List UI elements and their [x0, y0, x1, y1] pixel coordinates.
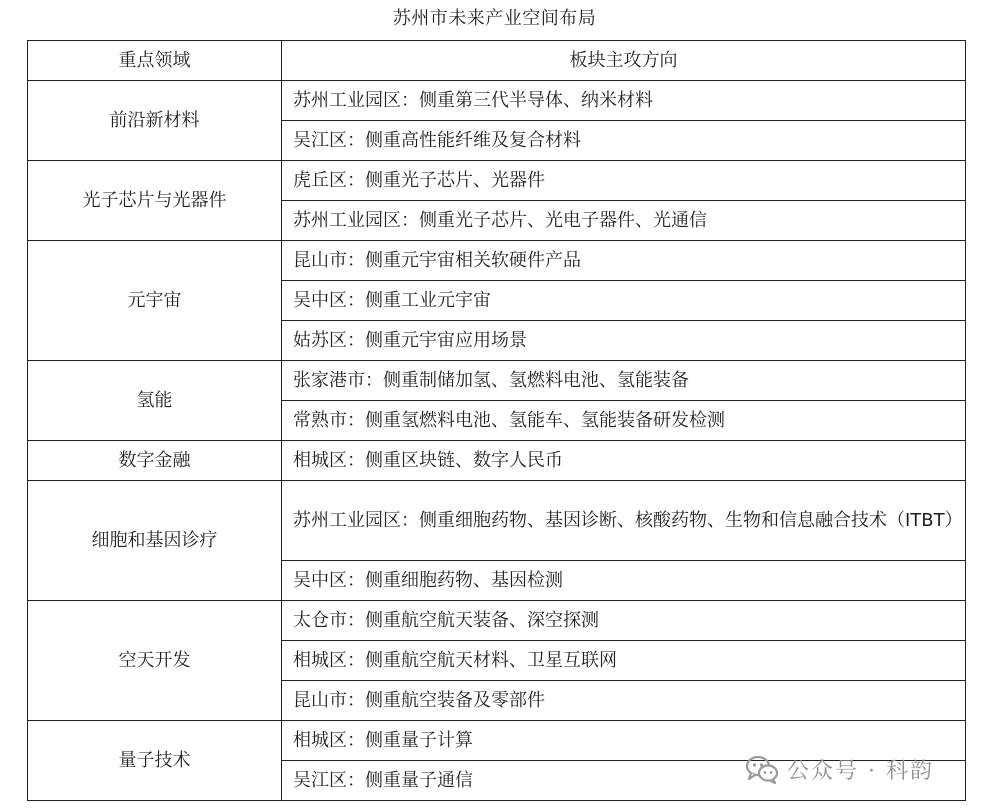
- watermark-text: 公众号 · 科韵: [787, 758, 934, 784]
- table-row: [28, 161, 966, 201]
- direction-cell: 张家港市：侧重制储加氢、氢燃料电池、氢能装备: [282, 361, 966, 401]
- table-row: [28, 81, 966, 121]
- domain-cell: 光子芯片与光器件: [28, 161, 282, 241]
- direction-cell: 吴中区：侧重细胞药物、基因检测: [282, 561, 966, 601]
- domain-cell: 细胞和基因诊疗: [28, 481, 282, 601]
- table-row: [28, 441, 966, 481]
- industry-layout-table: [27, 40, 966, 801]
- table-row: [28, 361, 966, 401]
- domain-cell: 量子技术: [28, 721, 282, 801]
- direction-cell: 相城区：侧重量子计算: [282, 721, 966, 761]
- domain-cell: 元宇宙: [28, 241, 282, 361]
- table-row: [28, 481, 966, 561]
- domain-cell: 前沿新材料: [28, 81, 282, 161]
- header-direction: 板块主攻方向: [282, 41, 966, 81]
- direction-cell: 昆山市：侧重元宇宙相关软硬件产品: [282, 241, 966, 281]
- domain-cell: 氢能: [28, 361, 282, 441]
- table-header-row: [28, 41, 966, 81]
- domain-cell: 数字金融: [28, 441, 282, 481]
- watermark: [745, 752, 934, 786]
- direction-cell: 昆山市：侧重航空装备及零部件: [282, 681, 966, 721]
- header-domain: 重点领域: [28, 41, 282, 81]
- direction-cell: 相城区：侧重航空航天材料、卫星互联网: [282, 641, 966, 681]
- table-row: [28, 241, 966, 281]
- direction-cell: 常熟市：侧重氢燃料电池、氢能车、氢能装备研发检测: [282, 401, 966, 441]
- direction-cell: 吴江区：侧重高性能纤维及复合材料: [282, 121, 966, 161]
- direction-cell: 吴江区：侧重量子通信: [282, 761, 966, 801]
- direction-cell: 太仓市：侧重航空航天装备、深空探测: [282, 601, 966, 641]
- table-row: [28, 601, 966, 641]
- direction-cell: 苏州工业园区：侧重第三代半导体、纳米材料: [282, 81, 966, 121]
- direction-cell: 吴中区：侧重工业元宇宙: [282, 281, 966, 321]
- domain-cell: 空天开发: [28, 601, 282, 721]
- direction-cell: 苏州工业园区：侧重细胞药物、基因诊断、核酸药物、生物和信息融合技术（ITBT）: [282, 481, 966, 561]
- wechat-icon: [745, 754, 779, 784]
- direction-cell: 苏州工业园区：侧重光子芯片、光电子器件、光通信: [282, 201, 966, 241]
- direction-cell: 虎丘区：侧重光子芯片、光器件: [282, 161, 966, 201]
- direction-cell: 姑苏区：侧重元宇宙应用场景: [282, 321, 966, 361]
- direction-cell: 相城区：侧重区块链、数字人民币: [282, 441, 966, 481]
- page-title: 苏州市未来产业空间布局: [392, 8, 597, 29]
